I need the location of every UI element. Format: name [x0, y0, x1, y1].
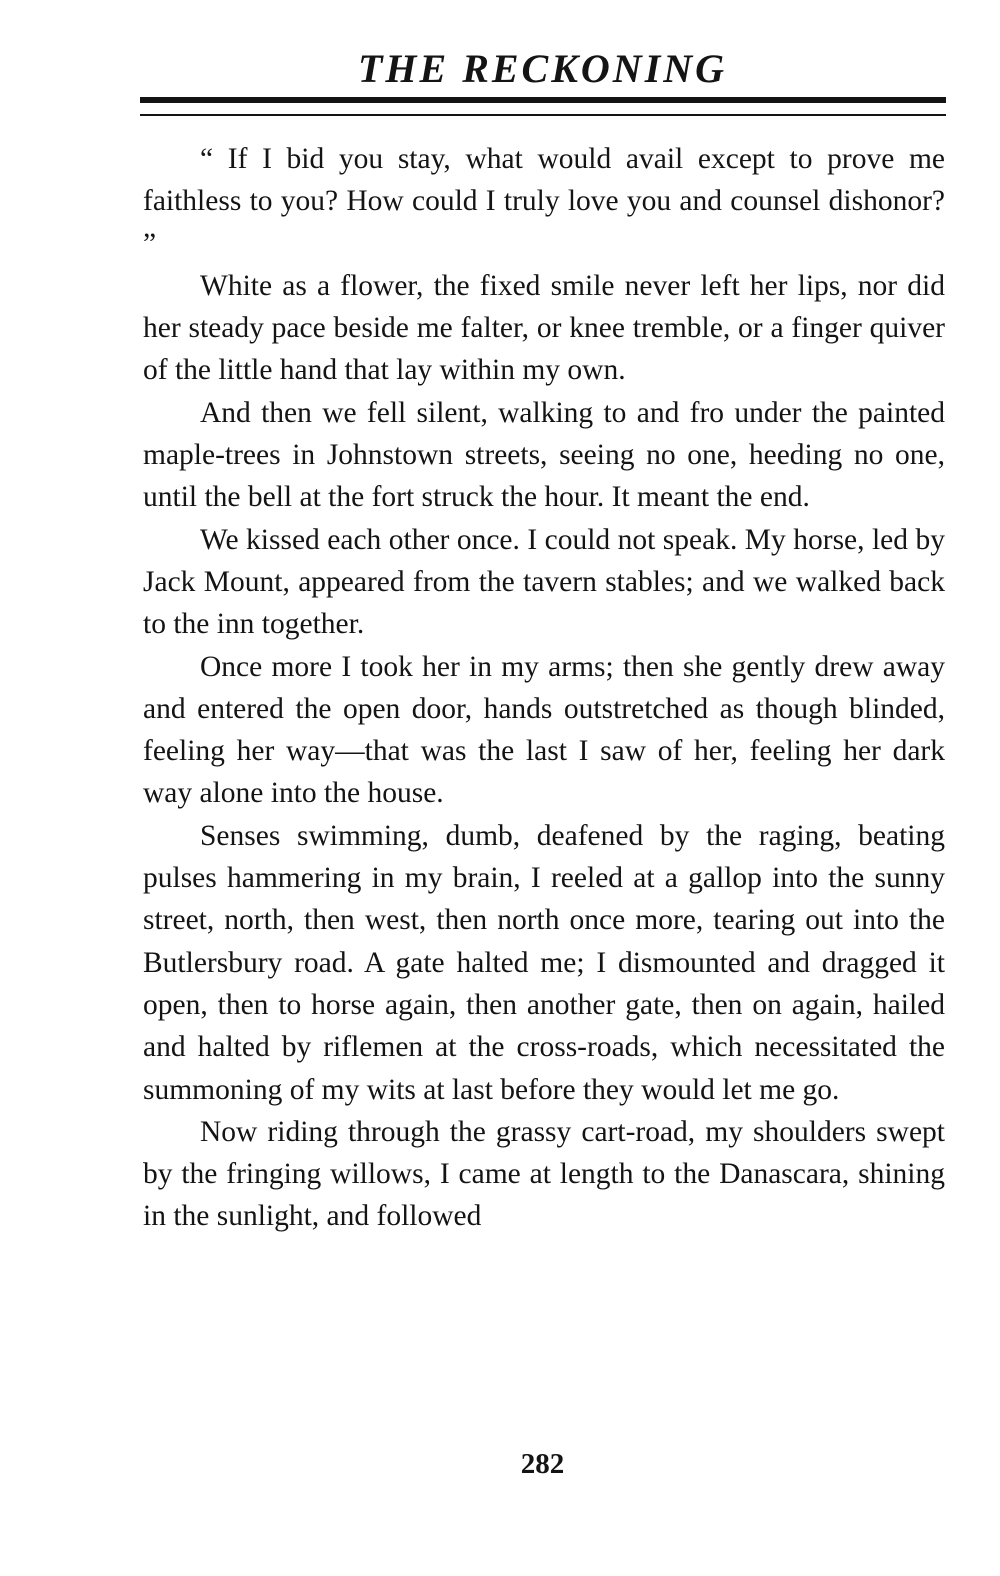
paragraph: We kissed each other once. I could not speak. My horse, led by Jack Mount, appeared from the tavern stables; and we walked back to the inn together. [143, 523, 945, 641]
body-text [143, 138, 945, 1238]
paragraph: And then we fell silent, walking to and fro under the painted maple-trees in Johnstown streets, seeing no one, heeding no one, until the bell at the fort struck the hour. It meant the end. [143, 396, 945, 514]
paragraph: White as a flower, the fixed smile never left her lips, nor did her steady pace beside me falter, or knee tremble, or a finger quiver of the little hand that lay within my own. [143, 269, 945, 387]
page-number: 282 [520, 1448, 565, 1480]
paragraph: Senses swimming, dumb, deafened by the raging, beating pulses hammering in my brain, I reeled at a gallop into the sunny street, north, then west, then north once more, tearing out into the Butlersbury road. A gate halted me; I dismounted and dragged it open, then to horse again, then another gate, then on again, hailed and halted by riflemen at the cross-roads, which necessitated the summoning of my wits at last before they would let me go. [143, 819, 945, 1106]
paragraph: Now riding through the grassy cart-road, my shoulders swept by the fringing willows, I came at length to the Danascara, shining in the sunlight, and followed [143, 1115, 945, 1233]
running-head: THE RECKONING [357, 46, 728, 91]
header-rule-thick [140, 97, 946, 103]
paragraph: “ If I bid you stay, what would avail except to prove me faithless to you? How could I truly love you and counsel dishonor? ” [143, 143, 945, 260]
header-rule-thin [140, 114, 946, 116]
paragraph: Once more I took her in my arms; then she gently drew away and entered the open door, hands outstretched as though blinded, feeling her way—that was the last I saw of her, feeling her dark way alone into the house. [143, 650, 945, 810]
